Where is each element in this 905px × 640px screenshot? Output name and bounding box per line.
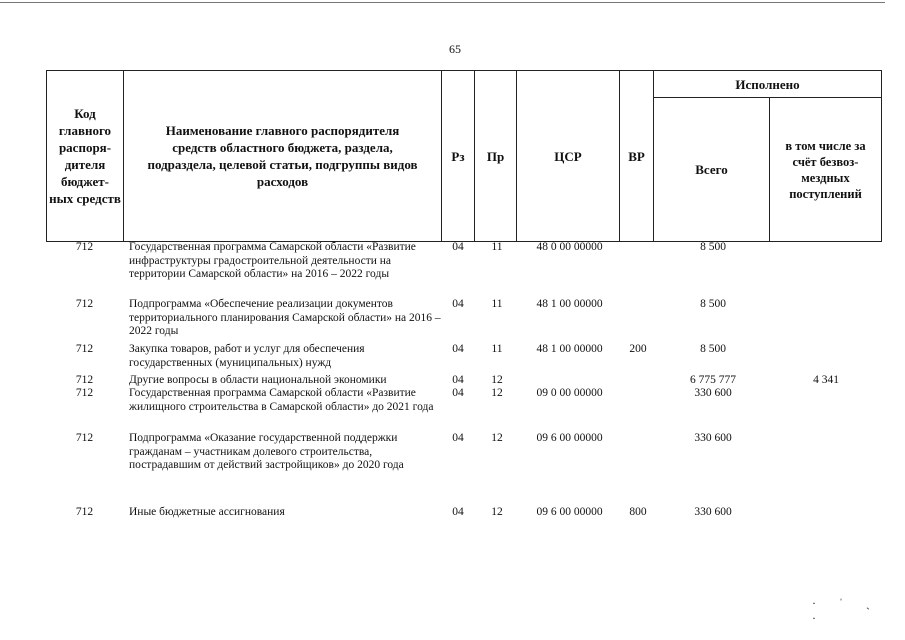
cell-name: Государственная программа Самарской области «Развитие инфраструктуры градостроительной деятельности на территории Самарской области» на 2016 – 2022 годы [129, 241, 416, 280]
cell-code: 712 [75, 241, 94, 253]
table-row [46, 374, 881, 387]
cell-pr: 11 [491, 298, 503, 310]
header-rz: Рз [442, 71, 475, 242]
header-executed: Исполнено [654, 71, 882, 98]
cell-rz: 04 [452, 374, 464, 386]
cell-rz: 04 [452, 241, 464, 253]
cell-pr: 12 [491, 387, 503, 399]
table-row [46, 298, 881, 343]
cell-rz: 04 [452, 432, 464, 444]
cell-code: 712 [75, 432, 94, 444]
cell-code: 712 [75, 387, 94, 399]
cell-total: 6 775 777 [690, 374, 736, 386]
cell-csr: 48 1 00 00000 [536, 298, 603, 310]
cell-vr: 200 [629, 343, 647, 355]
cell-pr: 11 [491, 343, 503, 355]
cell-name: Закупка товаров, работ и услуг для обеспечения государственных (муниципальных) нужд [129, 343, 365, 369]
cell-code: 712 [75, 374, 94, 386]
cell-code: 712 [75, 298, 94, 310]
cell-total: 330 600 [694, 506, 732, 518]
cell-total: 8 500 [700, 343, 726, 355]
cell-rz: 04 [452, 343, 464, 355]
cell-csr: 09 0 00 00000 [536, 387, 603, 399]
table-body [46, 241, 881, 520]
cell-name: Подпрограмма «Обеспечение реализации документов территориального планирования Самарской области» на 2016 – 2022 годы [129, 298, 441, 337]
page-number: 65 [449, 42, 461, 56]
header-code: Код главного распоря-дителя бюджет-ных средств [47, 71, 124, 242]
cell-csr: 48 0 00 00000 [536, 241, 603, 253]
cell-total: 330 600 [694, 432, 732, 444]
cell-rz: 04 [452, 298, 464, 310]
header-pr: Пр [475, 71, 517, 242]
cell-pr: 11 [491, 241, 503, 253]
table-row [46, 387, 881, 432]
cell-csr: 48 1 00 00000 [536, 343, 603, 355]
cell-rz: 04 [452, 506, 464, 518]
header-name: Наименование главного распорядителя средств областного бюджета, раздела, подраздела, целевой статьи, подгруппы видов расходов [124, 71, 442, 242]
cell-incl: 4 341 [813, 374, 839, 386]
header-csr: ЦСР [517, 71, 620, 242]
cell-name: Другие вопросы в области национальной экономики [129, 374, 387, 386]
table-row [46, 506, 881, 520]
table-row [46, 241, 881, 298]
table-header [46, 70, 882, 242]
cell-name: Государственная программа Самарской области «Развитие жилищного строительства в Самарской области» до 2021 года [129, 387, 434, 413]
cell-rz: 04 [452, 387, 464, 399]
cell-name: Подпрограмма «Оказание государственной поддержки гражданам – участникам долевого строительства, пострадавшим от действий застройщиков» до 2020 года [129, 432, 404, 471]
scan-specks: · ˈ ˏ · [812, 596, 880, 625]
table-row [46, 432, 881, 506]
cell-total: 8 500 [700, 298, 726, 310]
cell-code: 712 [75, 506, 94, 518]
header-total: Всего [654, 98, 770, 242]
cell-vr: 800 [629, 506, 647, 518]
cell-total: 330 600 [694, 387, 732, 399]
header-vr: ВР [620, 71, 654, 242]
top-rule [0, 2, 885, 3]
cell-pr: 12 [491, 506, 503, 518]
table-row [46, 343, 881, 374]
header-incl: в том числе за счёт безвоз-мездных поступлений [770, 98, 882, 242]
cell-total: 8 500 [700, 241, 726, 253]
cell-csr: 09 6 00 00000 [536, 432, 603, 444]
cell-name: Иные бюджетные ассигнования [129, 506, 285, 518]
cell-pr: 12 [491, 374, 503, 386]
cell-code: 712 [75, 343, 94, 355]
cell-csr: 09 6 00 00000 [536, 506, 603, 518]
cell-pr: 12 [491, 432, 503, 444]
